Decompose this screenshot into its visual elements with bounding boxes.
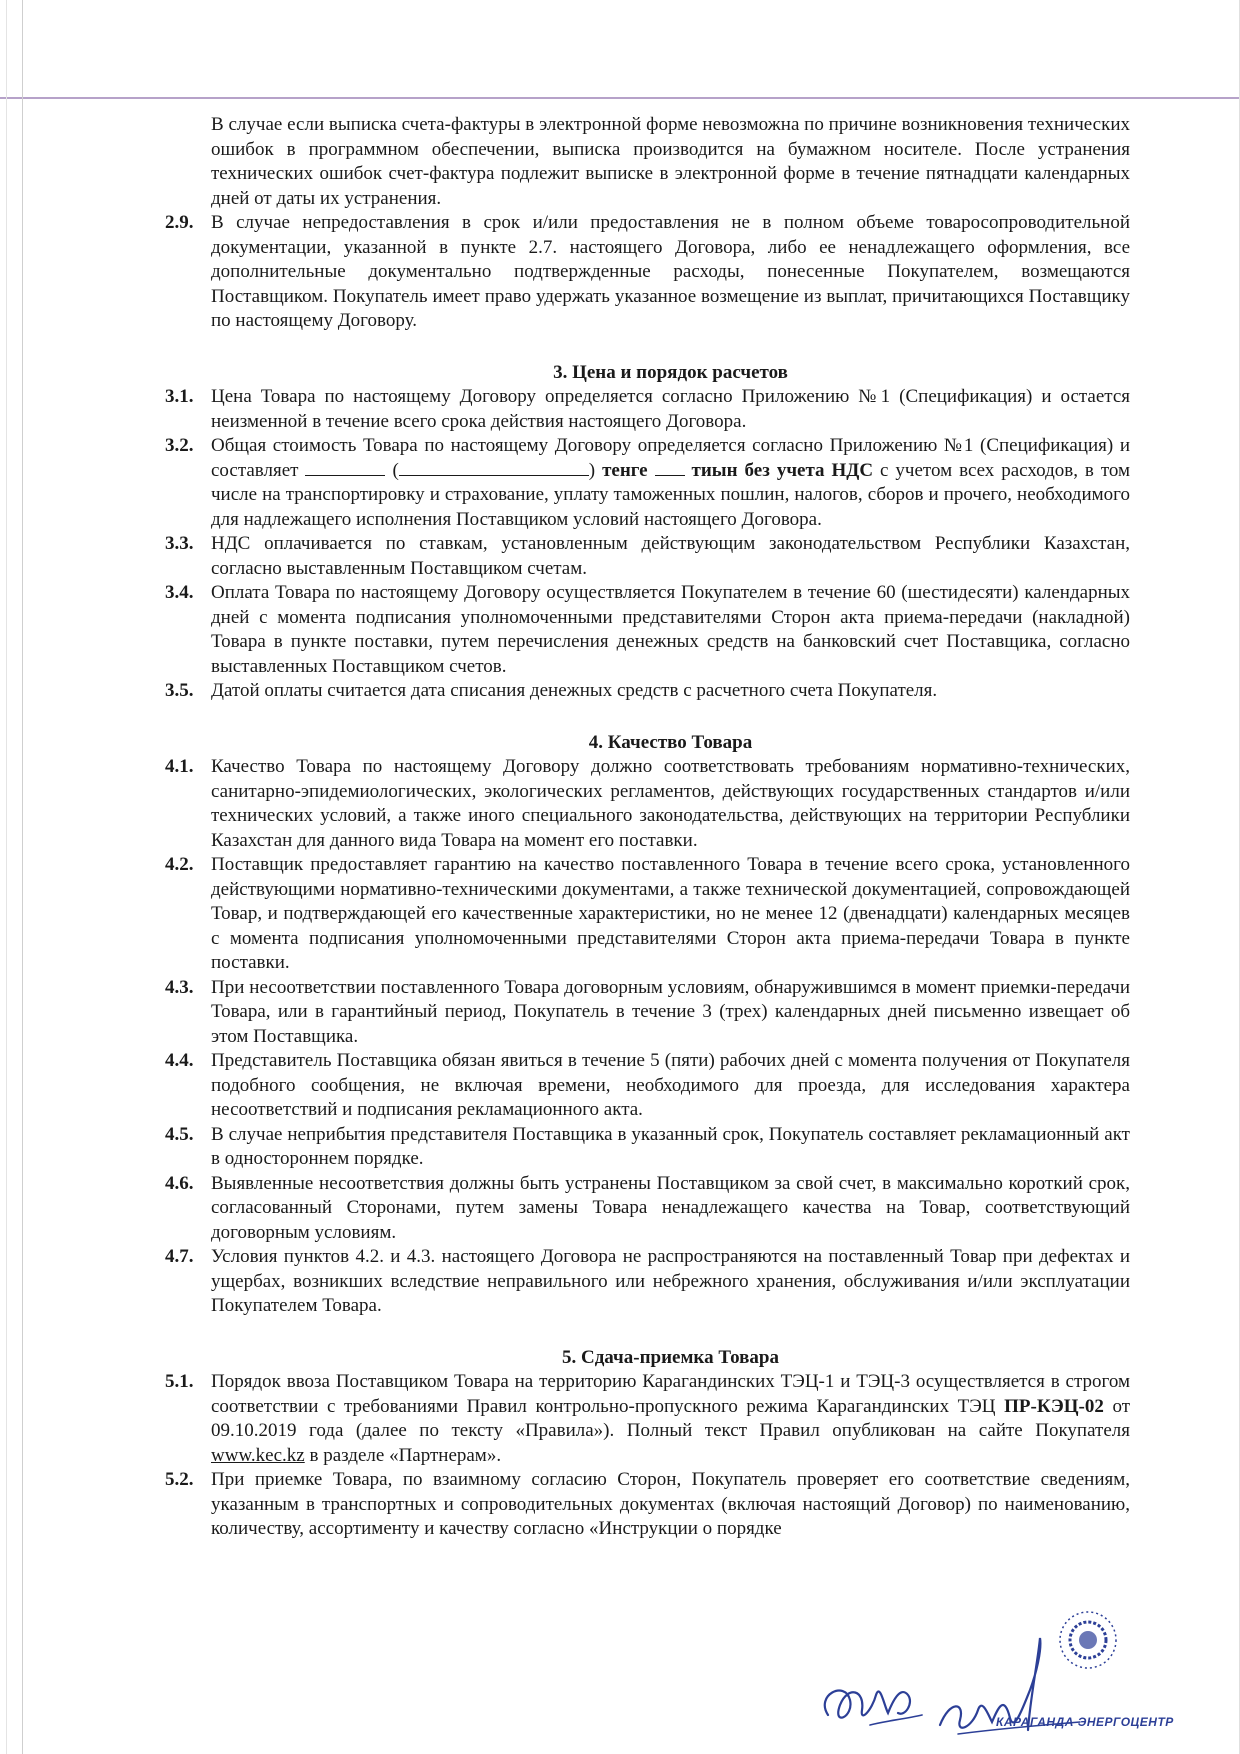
vat-label: тиын без учета НДС [691,459,874,481]
clause-number: 3.2. [165,435,194,456]
clause-5-1 [165,1370,1130,1468]
clause-number: 5.1. [165,1371,194,1392]
clause-text: с учетом всех расходов, в том числе на транспортировку и страхование, уплату таможенных пошлин, налогов, сборов и прочего, необходимого для надлежащего исполнения Поставщиком условий настоящего Договора. [211,459,1131,530]
stamp-text: КАРАГАНДА ЭНЕРГОЦЕНТР [996,1715,1174,1729]
clause-number: 4.6. [165,1172,194,1194]
clause-2-9 [165,211,1130,334]
clause-3-3 [165,532,1130,581]
clause-4-2 [165,853,1130,976]
currency-label: тенге [602,459,648,481]
scan-edge-mark [22,0,23,1754]
clause-text: Общая стоимость Товара по настоящему Договору определяется согласно Приложению №1 (Спецификация) и составляет [211,435,1130,481]
signature-area [810,1600,1190,1750]
clause-4-3 [165,976,1130,1050]
stamp-emblem [1048,1600,1128,1680]
header-divider [0,97,1240,99]
clause-4-5 [165,1123,1130,1172]
clause-5-2 [165,1468,1130,1542]
clause-4-1 [165,755,1130,853]
clause-text: НДС оплачивается по ставкам, установленным действующим законодательством Республики Казахстан, согласно выставленным Поставщиком счетам. [211,533,1130,579]
amount-blank [305,459,385,476]
signature-1 [810,1655,930,1745]
clause-number: 4.4. [165,1050,194,1071]
paren-open: ( [392,459,399,481]
clause-4-4 [165,1049,1130,1123]
clause-text: Поставщик предоставляет гарантию на качество поставленного Товара в течение всего срока, установленного действующими нормативно-техническими документами, а также технической документацией, сопровождающей Товар, и подтверждающей его качественные характеристики, но не менее 12 (двенадцати) календарных месяцев с момента подписания уполномоченными представителями Сторон акта приема-передачи Товара в пункте поставки. [211,854,1130,973]
clause-4-6 [165,1172,1130,1246]
clause-text: Порядок ввоза Поставщиком Товара на территорию Карагандинских ТЭЦ-1 и ТЭЦ-3 осуществляется в строгом соответствии с требованиями Правил контрольно-пропускного режима Карагандинских ТЭЦ [211,1371,1130,1417]
clause-number: 2.9. [165,212,194,233]
clause-text: При приемке Товара, по взаимному согласию Сторон, Покупатель проверяет его соответствие сведениям, указанным в транспортных и сопроводительных документах (включая настоящий Договор) по наименованию, количеству, ассортименту и качеству согласно «Инструкции о порядке [211,1469,1130,1539]
website-link[interactable]: www.kec.kz [211,1444,305,1466]
clause-text: Датой оплаты считается дата списания денежных средств с расчетного счета Покупателя. [211,680,938,701]
clause-3-5 [165,679,1130,704]
paren-close: ) [588,459,596,481]
tiyn-blank [655,459,685,476]
clause-text: В случае непредоставления в срок и/или предоставления не в полном объеме товаросопроводительной документации, указанной в пункте 2.7. настоящего Договора, либо ее ненадлежащего оформления, все дополнительные документально подтвержденные расходы, понесенные Покупателем, возмещаются Поставщиком. Покупатель имеет право удержать указанное возмещение из выплат, причитающихся Поставщику по настоящему Договору. [211,212,1130,331]
clause-number: 3.1. [165,386,194,407]
clause-3-4 [165,581,1130,679]
clause-number: 3.3. [165,533,194,554]
document-body [165,113,1130,1542]
clause-number: 4.3. [165,976,194,998]
clause-number: 5.2. [165,1469,194,1490]
clause-text: Представитель Поставщика обязан явиться в течение 5 (пяти) рабочих дней с момента получения от Покупателя подобного сообщения, не включая времени, необходимого для проезда, для исследования характера несоответствий и подписания рекламационного акта. [211,1050,1130,1120]
clause-text: от 09.10.2019 года (далее по тексту «Правила»). Полный текст Правил опубликован на сайте Покупателя [211,1395,1131,1441]
section-4-title: 4. Качество Товара [588,731,753,753]
clause-number: 4.7. [165,1246,194,1267]
amount-words-blank [399,459,589,476]
clause-number: 3.4. [165,582,194,603]
clause-text: в разделе «Партнерам». [309,1444,502,1466]
clause-number: 4.2. [165,854,194,875]
scan-edge-mark [6,0,7,1754]
clause-4-7 [165,1245,1130,1319]
clause-3-1 [165,385,1130,434]
intro-paragraph: В случае если выписка счета-фактуры в электронной форме невозможна по причине возникновения технических ошибок в программном обеспечении, выписка производится на бумажном носителе. После устранения технических ошибок счет-фактура подлежит выписке в электронной форме в течение пятнадцати календарных дней от даты их устранения. [211,114,1130,209]
clause-text: Цена Товара по настоящему Договору определяется согласно Приложению №1 (Спецификация) и остается неизменной в течение всего срока действия настоящего Договора. [211,386,1130,432]
section-3-title: 3. Цена и порядок расчетов [553,361,788,383]
clause-text: Оплата Товара по настоящему Договору осуществляется Покупателем в течение 60 (шестидесяти) календарных дней с момента подписания уполномоченными представителями Сторон акта приема-передачи (накладной) Товара в пункте поставки, путем перечисления денежных средств на банковский счет Поставщика, согласно выставленных Поставщиком счетов. [211,582,1130,677]
clause-number: 4.1. [165,756,194,777]
clause-text: В случае неприбытия представителя Поставщика в указанный срок, Покупатель составляет рекламационный акт в одностороннем порядке. [211,1123,1130,1169]
clause-3-2 [165,434,1130,532]
clause-text: Выявленные несоответствия должны быть устранены Поставщиком за свой счет, в максимально короткий срок, согласованный Сторонами, путем замены Товара ненадлежащего качества на Товар, соответствующий договорным условиям. [211,1172,1130,1243]
clause-text: При несоответствии поставленного Товара договорным условиям, обнаружившимся в момент приемки-передачи Товара, или в гарантийный период, Покупатель в течение 3 (трех) календарных дней письменно извещает об этом Поставщика. [211,976,1130,1047]
rules-code: ПР-КЭЦ-02 [1004,1395,1104,1417]
clause-text: Условия пунктов 4.2. и 4.3. настоящего Договора не распространяются на поставленный Товар при дефектах и ущербах, возникших вследствие неправильного или небрежного хранения, обслуживания и/или эксплуатации Покупателем Товара. [211,1246,1130,1316]
clause-number: 3.5. [165,680,194,701]
clause-text: Качество Товара по настоящему Договору должно соответствовать требованиям нормативно-технических, санитарно-эпидемиологических, экологических регламентов, действующих государственных стандартов и/или технических условий, а также иного специального законодательства, действующих на территории Республики Казахстан для данного вида Товара на момент его поставки. [211,756,1130,851]
clause-number: 4.5. [165,1123,194,1145]
section-5-title: 5. Сдача-приемка Товара [561,1346,780,1368]
